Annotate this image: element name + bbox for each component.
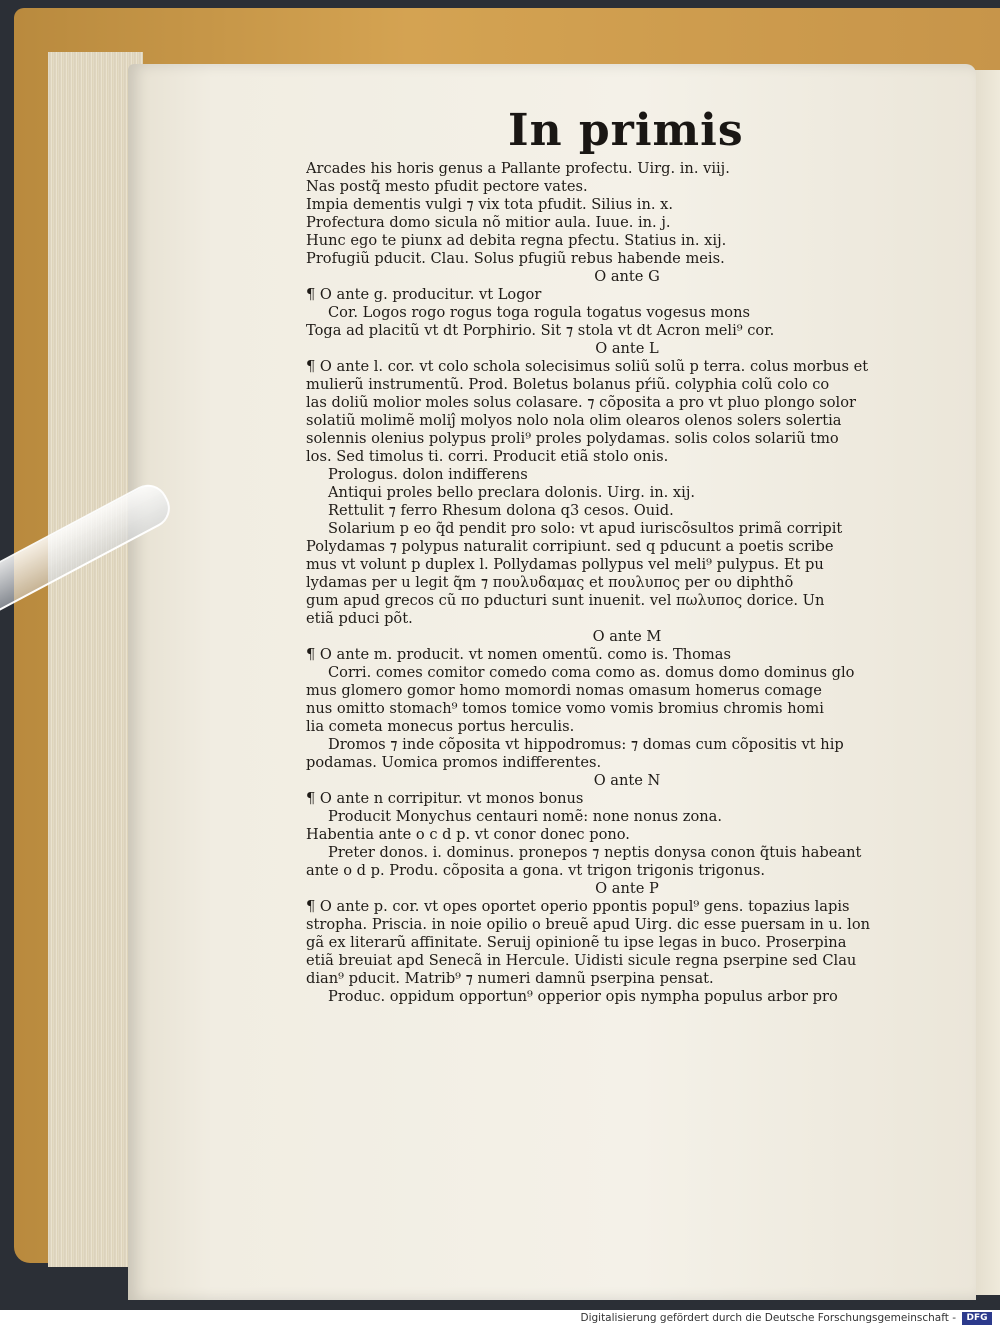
- text-line: Hunc ego te piunx ad debita regna pfectu. Statius in. xij.: [306, 232, 727, 249]
- page-text: [306, 160, 948, 1006]
- text-line: gum apud grecos cũ πο pducturi sunt inuenit. vel πωλυπος dorice. Un: [306, 592, 825, 609]
- section-heading: O ante N: [593, 772, 661, 789]
- text-line: los. Sed timolus ti. corri. Producit etiã stolo onis.: [306, 448, 669, 465]
- text-line: mus glomero gomor homo momordi nomas omasum homerus comage: [306, 682, 822, 699]
- text-line: ¶ O ante l. cor. vt colo schola solecisimus soliũ solũ p terra. colus morbus et: [306, 358, 869, 375]
- text-line: ¶ O ante m. producit. vt nomen omentũ. como is. Thomas: [306, 646, 731, 663]
- text-line: Toga ad placitũ vt dt Porphirio. Sit ⁊ stola vt dt Acron meli⁹ cor.: [306, 322, 775, 339]
- text-line: Rettulit ⁊ ferro Rhesum dolona q3 cesos. Ouid.: [328, 502, 674, 519]
- text-line: etiã breuiat apd Senecã in Hercule. Uidisti sicule regna pserpine sed Clau: [306, 952, 857, 969]
- text-line: stropha. Priscia. in noie opilio o breuẽ apud Uirg. dic esse puersam in u. lon: [306, 916, 871, 933]
- text-line: Nas postq̃ mesto pfudit pectore vates.: [306, 178, 588, 195]
- page-heading: In primis: [508, 105, 744, 156]
- text-line: Producit Monychus centauri nomẽ: none nonus zona.: [328, 808, 722, 825]
- text-line: podamas. Uomica promos indifferentes.: [306, 754, 602, 771]
- text-line: solennis olenius polypus proli⁹ proles polydamas. solis colos solariũ tmo: [306, 430, 839, 447]
- text-line: Prologus. dolon indifferens: [328, 466, 528, 483]
- text-line: ¶ O ante n corripitur. vt monos bonus: [306, 790, 584, 807]
- text-line: Profugiũ pducit. Clau. Solus pfugiũ rebus habende meis.: [306, 250, 725, 267]
- text-line: mulierũ instrumentũ. Prod. Boletus bolanus pŕiũ. colyphia colũ colo co: [306, 376, 830, 393]
- text-line: Preter donos. i. dominus. pronepos ⁊ neptis donysa conon q̃tuis habeant: [328, 844, 862, 861]
- footer: [0, 1310, 1000, 1328]
- section-heading: O ante P: [595, 880, 659, 897]
- text-line: lia cometa monecus portus herculis.: [306, 718, 575, 735]
- text-line: ¶ O ante g. producitur. vt Logor: [306, 286, 542, 303]
- text-line: Antiqui proles bello preclara dolonis. Uirg. in. xij.: [328, 484, 695, 501]
- text-line: Polydamas ⁊ polypus naturalit corripiunt. sed q pducunt a poetis scribe: [306, 538, 834, 555]
- text-line: nus omitto stomach⁹ tomos tomice vomo vomis bromius chromis homi: [306, 700, 824, 717]
- section-heading: O ante M: [592, 628, 662, 645]
- text-line: Solarium p eo q̃d pendit pro solo: vt apud iuriscõsultos primã corripit: [328, 520, 843, 537]
- text-line: solatiũ molimẽ moliĵ molyos nolo nola olim olearos olenos solers solertia: [306, 412, 842, 429]
- text-line: dian⁹ pducit. Matrib⁹ ⁊ numeri damnũ pserpina pensat.: [306, 970, 714, 987]
- text-line: gã ex literarũ affinitate. Seruij opinionẽ tu ipse legas in buco. Proserpina: [306, 934, 847, 951]
- footer-credit: Digitalisierung gefördert durch die Deutsche Forschungsgemeinschaft -: [580, 1312, 956, 1324]
- text-line: etiã pduci põt.: [306, 610, 413, 627]
- text-line: Profectura domo sicula nõ mitior aula. Iuue. in. j.: [306, 214, 671, 231]
- section-heading: O ante L: [595, 340, 659, 357]
- text-line: Habentia ante o c d p. vt conor donec pono.: [306, 826, 630, 843]
- text-line: mus vt volunt p duplex l. Pollydamas pollypus vel meli⁹ pulypus. Et pu: [306, 556, 824, 573]
- text-line: Corri. comes comitor comedo coma como as. domus domo dominus glo: [328, 664, 855, 681]
- text-line: lydamas per u legit q̃m ⁊ πουλυδαμας et πουλυπος per ου diphthõ: [306, 574, 794, 591]
- text-line: ante o d p. Produ. cõposita a gona. vt trigon trigonis trigonus.: [306, 862, 765, 879]
- text-line: las doliũ molior moles solus colasare. ⁊ cõposita a pro vt pluo plongo solor: [306, 394, 856, 411]
- dfg-logo: DFG: [962, 1312, 992, 1325]
- text-line: Cor. Logos rogo rogus toga rogula togatus vogesus mons: [328, 304, 750, 321]
- text-line: Produc. oppidum opportun⁹ opperior opis nympha populus arbor pro: [328, 988, 838, 1005]
- text-line: Dromos ⁊ inde cõposita vt hippodromus: ⁊ domas cum cõpositis vt hip: [328, 736, 844, 753]
- text-line: Arcades his horis genus a Pallante profectu. Uirg. in. viij.: [306, 160, 730, 177]
- text-line: ¶ O ante p. cor. vt opes oportet operio ppontis popul⁹ gens. topazius lapis: [306, 898, 850, 915]
- text-line: Impia dementis vulgi ⁊ vix tota pfudit. Silius in. x.: [306, 196, 673, 213]
- section-heading: O ante G: [594, 268, 660, 285]
